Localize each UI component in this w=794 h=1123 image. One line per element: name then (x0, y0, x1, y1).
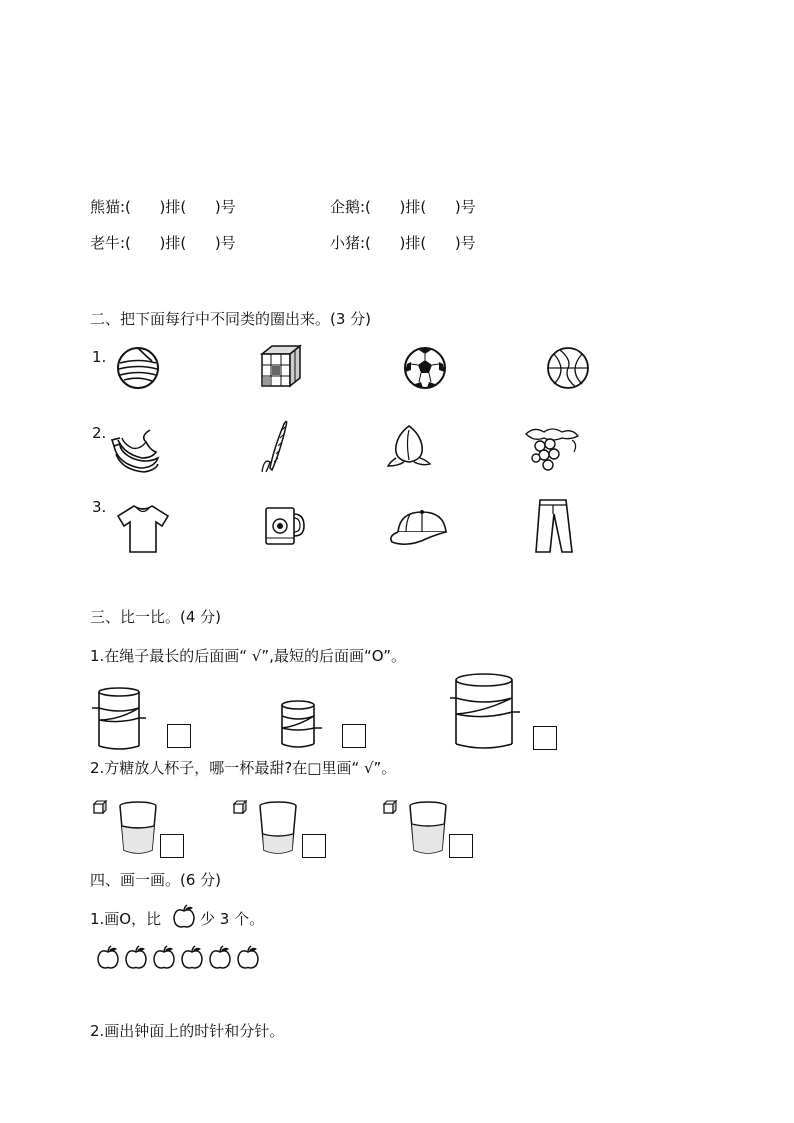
grapes-icon (522, 426, 582, 474)
apple-icon (96, 944, 120, 970)
apple-icon (124, 944, 148, 970)
apple-icon-inline (172, 905, 196, 929)
rubiks-cube-icon (258, 344, 302, 390)
barrel-large-rope (448, 672, 528, 752)
row-number-1: 1. (92, 348, 107, 366)
soccer-ball-icon (403, 346, 447, 390)
answer-box-cup-1[interactable] (160, 834, 184, 858)
barrel-medium-rope (276, 700, 332, 750)
seat-cow: 老牛:( )排( )号 (90, 234, 236, 252)
section4-title: 四、画一画。(6 分) (90, 871, 222, 889)
trousers-icon (532, 498, 574, 554)
cup-2-with-sugar (232, 800, 302, 860)
volleyball-icon (116, 346, 160, 390)
section4-q2: 2.画出钟面上的时针和分针。 (90, 1022, 285, 1040)
row-number-2: 2. (92, 424, 107, 442)
apple-icon (180, 944, 204, 970)
answer-box-cup-2[interactable] (302, 834, 326, 858)
apple-row (96, 944, 276, 972)
apple-icon (208, 944, 232, 970)
row-number-3: 3. (92, 498, 107, 516)
seat-panda: 熊猫:( )排( )号 (90, 198, 236, 216)
section4-q1-after: 少 3 个。 (200, 910, 265, 928)
mug-icon (264, 504, 306, 548)
section2-title: 二、把下面每行中不同类的圈出来。(3 分) (90, 310, 372, 328)
cup-1-with-sugar (92, 800, 162, 860)
basketball-icon (546, 346, 590, 390)
section3-title: 三、比一比。(4 分) (90, 608, 222, 626)
seat-pig: 小猪:( )排( )号 (330, 234, 476, 252)
answer-box-rope-1[interactable] (167, 724, 191, 748)
section4-q1-before: 1.画O，比 (90, 910, 162, 928)
answer-box-rope-3[interactable] (533, 726, 557, 750)
bananas-icon (110, 428, 160, 474)
apple-icon (152, 944, 176, 970)
peach-icon (386, 422, 432, 468)
cap-icon (388, 508, 452, 548)
tshirt-icon (116, 504, 170, 554)
apple-icon (236, 944, 260, 970)
corn-icon (256, 418, 290, 474)
answer-box-rope-2[interactable] (342, 724, 366, 748)
section3-q1: 1.在绳子最长的后面画“ √”,最短的后面画“O”。 (90, 647, 407, 665)
answer-box-cup-3[interactable] (449, 834, 473, 858)
barrel-small-rope (92, 686, 158, 752)
section3-q2: 2.方糖放人杯子，哪一杯最甜?在□里画“ √”。 (90, 759, 397, 777)
seat-penguin: 企鹅:( )排( )号 (330, 198, 476, 216)
cup-3-with-sugar (382, 800, 452, 860)
